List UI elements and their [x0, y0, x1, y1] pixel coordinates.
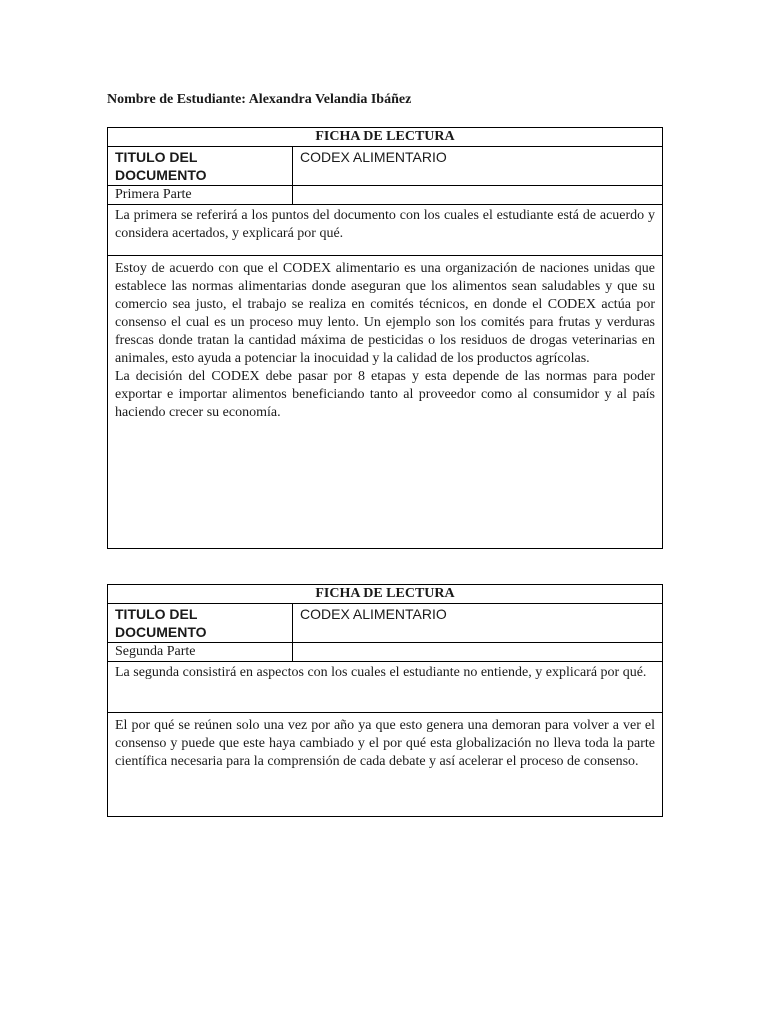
response-body	[108, 713, 663, 817]
body-row	[108, 256, 663, 549]
ficha-de-lectura-primera-parte	[107, 127, 663, 549]
part-value	[293, 643, 663, 662]
body-row	[108, 713, 663, 817]
instructions-text: La primera se referirá a los puntos del documento con los cuales el estudiante está de acuerdo y considera acertados, y explicará por qué.	[108, 205, 663, 256]
instructions-row	[108, 662, 663, 713]
response-paragraph: Estoy de acuerdo con que el CODEX alimentario es una organización de naciones unidas que establece las normas alimentarias donde aseguran que los alimentos sean saludables y que su comercio sea justo, el trabajo se realiza en comités técnicos, en donde el CODEX actúa por consenso el cual es un proceso muy lento. Un ejemplo son los comités para frutas y verduras frescas donde tratan la cantidad máxima de pesticidas o los residuos de drogas veterinarias en animales, esto ayuda a potenciar la inocuidad y la calidad de los productos agrícolas.	[115, 261, 655, 366]
document-title: CODEX ALIMENTARIO	[293, 604, 663, 643]
title-row	[108, 147, 663, 186]
title-label: TITULO DEL DOCUMENTO	[108, 604, 293, 643]
student-name: Nombre de Estudiante: Alexandra Velandia Ibáñez	[107, 92, 412, 107]
part-label: Primera Parte	[108, 186, 293, 205]
ficha-header-row	[108, 128, 663, 147]
ficha-de-lectura-segunda-parte	[107, 584, 663, 817]
response-body	[108, 256, 663, 549]
instructions-row	[108, 205, 663, 256]
ficha-header: FICHA DE LECTURA	[108, 128, 663, 147]
title-row	[108, 604, 663, 643]
part-value	[293, 186, 663, 205]
title-label: TITULO DEL DOCUMENTO	[108, 147, 293, 186]
part-row	[108, 186, 663, 205]
ficha-header: FICHA DE LECTURA	[108, 585, 663, 604]
part-row	[108, 643, 663, 662]
ficha-header-row	[108, 585, 663, 604]
response-paragraph: El por qué se reúnen solo una vez por año ya que esto genera una demoran para volver a ver el consenso y puede que este haya cambiado y el por qué esta globalización no lleva toda la parte científica necesaria para la comprensión de cada debate y así acelerar el proceso de consenso.	[115, 718, 655, 769]
document-title: CODEX ALIMENTARIO	[293, 147, 663, 186]
instructions-text: La segunda consistirá en aspectos con los cuales el estudiante no entiende, y explicará por qué.	[108, 662, 663, 713]
response-paragraph: La decisión del CODEX debe pasar por 8 etapas y esta depende de las normas para poder exportar e importar alimentos beneficiando tanto al proveedor como al consumidor y al país haciendo crecer su economía.	[115, 369, 655, 420]
part-label: Segunda Parte	[108, 643, 293, 662]
